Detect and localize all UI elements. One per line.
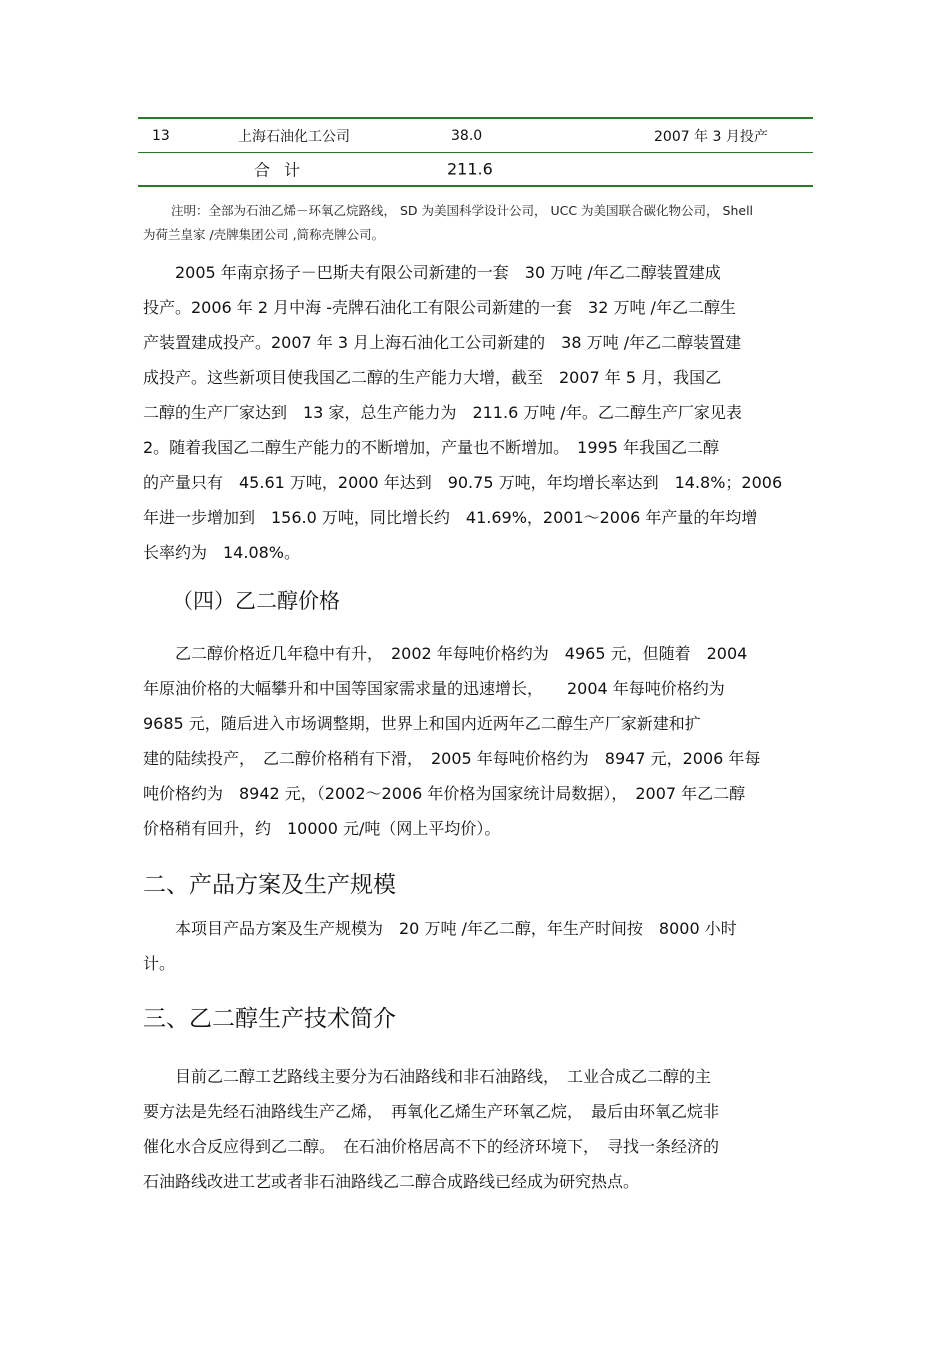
section-heading-technology: 三、乙二醇生产技术简介: [143, 1006, 396, 1032]
paragraph-price: [143, 636, 813, 846]
cell-note: 2007 年 3 月投产: [654, 128, 768, 145]
text-line: 乙二醇价格近几年稳中有升， 2002 年每吨价格约为 4965 元，但随着 2004: [143, 644, 748, 663]
table-row: [138, 119, 813, 152]
text-line: 9685 元，随后进入市场调整期，世界上和国内近两年乙二醇生产厂家新建和扩: [143, 714, 701, 733]
section-heading-product: 二、产品方案及生产规模: [143, 872, 396, 898]
text-line: 目前乙二醇工艺路线主要分为石油路线和非石油路线， 工业合成乙二醇的主: [143, 1067, 712, 1086]
total-label: 合计: [254, 160, 315, 180]
text-line: 年进一步增加到 156.0 万吨，同比增长约 41.69%，2001～2006 年产量的年均增: [143, 508, 758, 527]
text-line: 价格稍有回升，约 10000 元/吨（网上平均价）。: [143, 819, 501, 838]
cell-capacity: 38.0: [451, 127, 483, 144]
text-line: 年原油价格的大幅攀升和中国等国家需求量的迅速增长， 2004 年每吨价格约为: [143, 679, 725, 698]
text-line: 本项目产品方案及生产规模为 20 万吨 /年乙二醇，年生产时间按 8000 小时: [143, 919, 737, 938]
cell-no: 13: [152, 127, 170, 144]
note-line: 注明：全部为石油乙烯－环氧乙烷路线， SD 为美国科学设计公司， UCC 为美国联合碳化物公司， Shell: [171, 203, 754, 218]
cell-company: 上海石油化工公司: [238, 128, 350, 145]
text-line: 要方法是先经石油路线生产乙烯， 再氧化乙烯生产环氧乙烷， 最后由环氧乙烷非: [143, 1102, 720, 1121]
text-line: 石油路线改进工艺或者非石油路线乙二醇合成路线已经成为研究热点。: [143, 1172, 640, 1191]
paragraph-product: [143, 911, 813, 981]
text-line: 计。: [143, 954, 176, 973]
text-line: 吨价格约为 8942 元，（2002～2006 年价格为国家统计局数据）， 2007 年乙二醇: [143, 784, 746, 803]
text-line: 长率约为 14.08%。: [143, 543, 301, 562]
table-note: [143, 199, 813, 247]
paragraph-technology: [143, 1059, 813, 1199]
text-line: 二醇的生产厂家达到 13 家，总生产能力为 211.6 万吨 /年。乙二醇生产厂家见表: [143, 403, 742, 422]
subheading-price: （四）乙二醇价格: [172, 589, 340, 613]
text-line: 投产。2006 年 2 月中海 -壳牌石油化工有限公司新建的一套 32 万吨 /年乙二醇生: [143, 298, 736, 317]
table-total-row: [138, 153, 813, 185]
total-capacity: 211.6: [447, 159, 493, 179]
text-line: 催化水合反应得到乙二醇。 在石油价格居高不下的经济环境下， 寻找一条经济的: [143, 1137, 720, 1156]
note-line: 为荷兰皇家 /壳牌集团公司 ,简称壳牌公司。: [143, 227, 385, 242]
text-line: 2005 年南京扬子－巴斯夫有限公司新建的一套 30 万吨 /年乙二醇装置建成: [143, 263, 721, 282]
text-line: 的产量只有 45.61 万吨，2000 年达到 90.75 万吨，年均增长率达到 14.8%；2006: [143, 473, 783, 492]
capacity-table: [138, 117, 813, 187]
paragraph-capacity: [143, 255, 813, 570]
table-rule-bottom: [138, 185, 813, 187]
text-line: 产装置建成投产。2007 年 3 月上海石油化工公司新建的 38 万吨 /年乙二醇装置建: [143, 333, 742, 352]
text-line: 建的陆续投产， 乙二醇价格稍有下滑， 2005 年每吨价格约为 8947 元，2006 年每: [143, 749, 761, 768]
text-line: 2。随着我国乙二醇生产能力的不断增加，产量也不断增加。 1995 年我国乙二醇: [143, 438, 719, 457]
text-line: 成投产。这些新项目使我国乙二醇的生产能力大增，截至 2007 年 5 月，我国乙: [143, 368, 722, 387]
